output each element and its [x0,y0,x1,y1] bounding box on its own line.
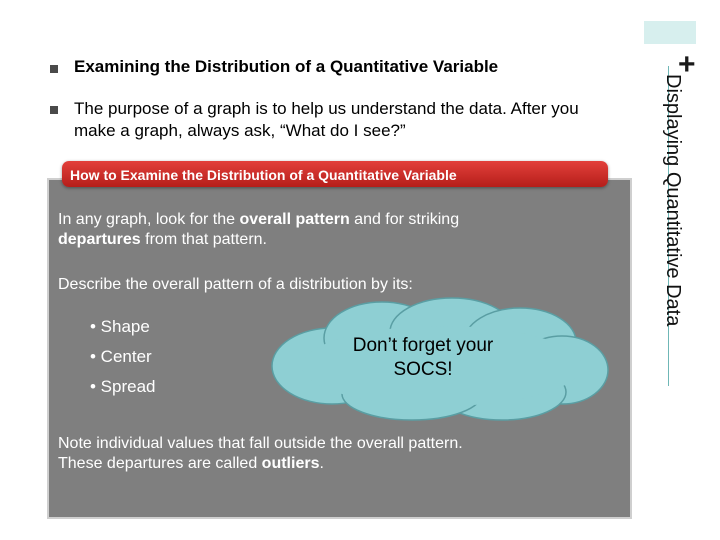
list-item-spread: • Spread [90,377,156,396]
bold-term-outliers: outliers [261,455,320,472]
plus-icon: + [678,48,696,81]
describe-pattern-text: Describe the overall pattern of a distribution by its: [58,276,413,293]
text-run: Note individual values that fall outside the overall pattern. [58,435,463,452]
text-run: These departures are called [58,455,262,472]
bullet-item [50,98,610,142]
text-run: and for striking [349,211,460,228]
bullet-text-heading: Examining the Distribution of a Quantitative Variable [74,57,499,76]
cloud-callout-text [318,334,528,382]
list-item-center: • Center [90,347,152,366]
bold-term-overall-pattern: overall pattern [239,211,350,228]
bullet-item [50,57,498,77]
banner-title: How to Examine the Distribution of a Quantitative Variable [70,167,457,183]
text-run: . [319,455,324,472]
side-title: Displaying Quantitative Data [662,74,684,327]
cloud-line: Don’t forget your [352,335,494,356]
cloud-line: SOCS! [393,359,453,380]
outliers-note [58,434,618,474]
text-run: In any graph, look for the [58,211,240,228]
square-bullet-icon [50,65,58,73]
square-bullet-icon [50,106,58,114]
list-item-shape: • Shape [90,317,150,336]
bold-term-departures: departures [58,231,141,248]
bullet-text-purpose: The purpose of a graph is to help us understand the data. After you make a graph, always ask, “What do I see?” [74,99,579,140]
panel-banner [62,161,608,187]
overall-pattern-text [58,210,578,250]
text-run: from that pattern. [140,231,267,248]
corner-accent-block [644,21,696,44]
socs-list [90,317,156,407]
